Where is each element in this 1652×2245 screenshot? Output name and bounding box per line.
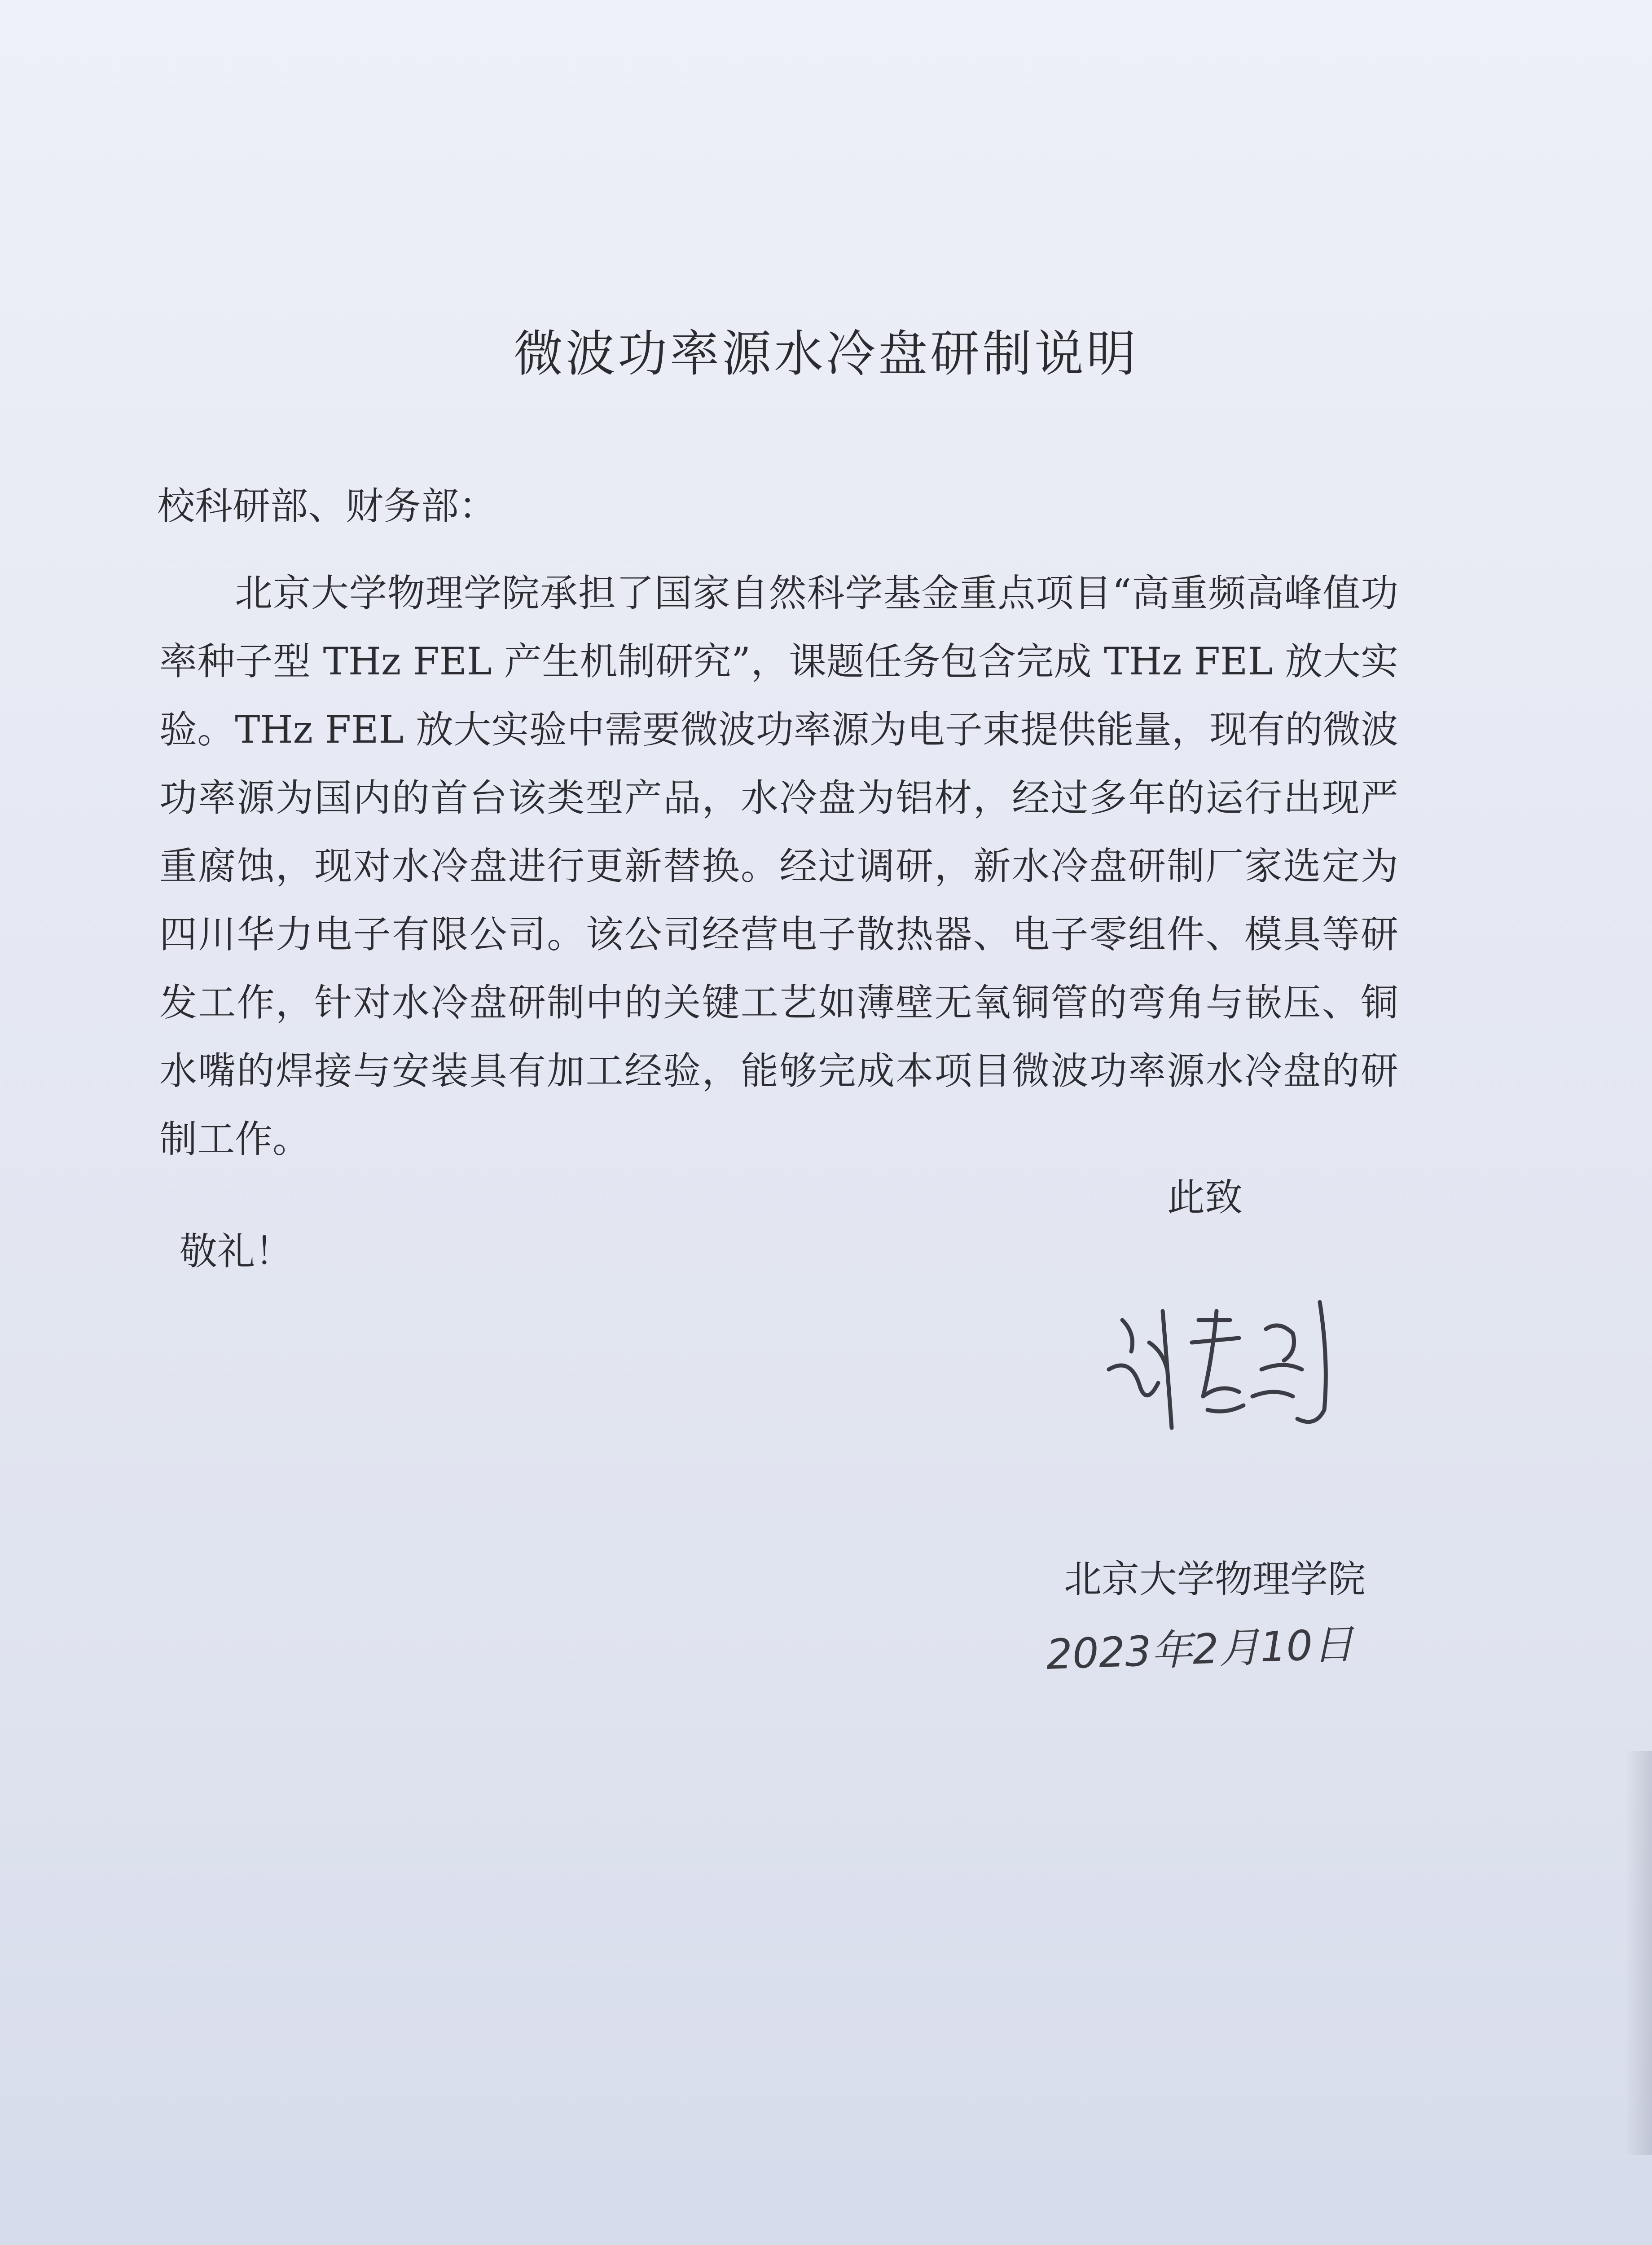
signing-date: 2023年2月10日 [1045,1620,1355,1679]
salutation: 校科研部、财务部： [157,484,497,528]
handwritten-signature [1104,1293,1356,1446]
document-title: 微波功率源水冷盘研制说明 [514,325,1138,383]
closing-cizhi: 此致 [1167,1175,1243,1219]
paper-edge-shadow [1625,1751,1652,2155]
body-paragraph: 北京大学物理学院承担了国家自然科学基金重点项目“高重频高峰值功率种子型 THz FEL 产生机制研究”，课题任务包含完成 THz FEL 放大实验。THz FEL 放大实验中需要微波功率源为电子束提供能量，现有的微波功率源为国内的首台该类型产品，水冷盘为铝材，经过多年的运行出现严重腐蚀，现对水冷盘进行更新替换。经过调研，新水冷盘研制厂家选定为四川华力电子有限公司。该公司经营电子散热器、电子零组件、模具等研发工作，针对水冷盘研制中的关键工艺如薄壁无氧铜管的弯角与嵌压、铜水嘴的焊接与安装具有加工经验，能够完成本项目微波功率源水冷盘的研制工作。 [159,571,1398,1161]
signing-organization: 北京大学物理学院 [1064,1557,1366,1601]
closing-jingli: 敬礼！ [180,1229,293,1273]
